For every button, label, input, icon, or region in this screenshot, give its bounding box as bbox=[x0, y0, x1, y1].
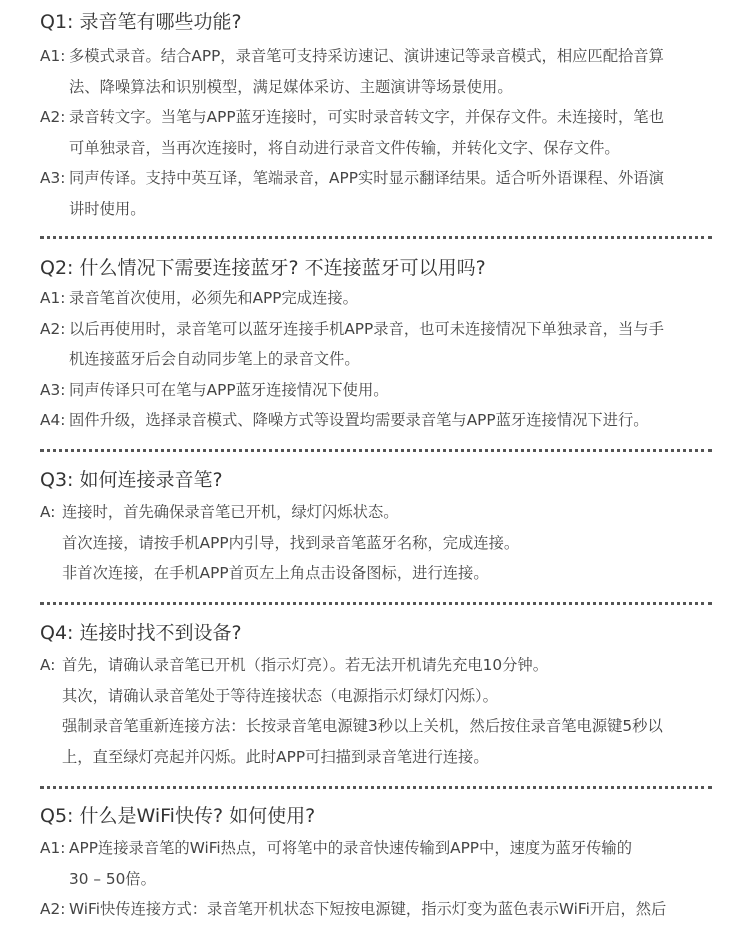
answer-line: 讲时使用。 bbox=[69, 199, 146, 218]
answer-continuation bbox=[40, 681, 663, 773]
answer-text bbox=[62, 650, 663, 681]
answer-a1 bbox=[40, 41, 664, 102]
answer-text bbox=[69, 894, 666, 925]
answer-a2 bbox=[40, 102, 664, 163]
answer-label: A2: bbox=[40, 900, 66, 918]
answer-line: APP连接录音笔的WiFi热点，可将笔中的录音快速传输到APP中，速度为蓝牙传输的 bbox=[69, 839, 633, 857]
question-heading: Q4: 连接时找不到设备? bbox=[40, 622, 242, 644]
dotted-divider bbox=[40, 449, 712, 452]
answer-label: A: bbox=[40, 503, 56, 521]
faq-section-q4 bbox=[0, 620, 699, 772]
answer-text bbox=[69, 375, 664, 406]
answer-line: 固件升级，选择录音模式、降噪方式等设置均需要录音笔与APP蓝牙连接情况下进行。 bbox=[69, 411, 649, 429]
answer-a bbox=[40, 497, 519, 528]
answer-a4 bbox=[40, 405, 664, 436]
answer-line: 连接时，首先确保录音笔已开机，绿灯闪烁状态。 bbox=[62, 503, 399, 521]
answer-text bbox=[69, 102, 664, 163]
answer-line: 强制录音笔重新连接方法：长按录音笔电源键3秒以上关机，然后按住录音笔电源键5秒以 bbox=[62, 717, 663, 735]
answer-label: A: bbox=[40, 656, 56, 674]
answer-a bbox=[40, 650, 663, 681]
answer-a3 bbox=[40, 375, 664, 406]
answer-label: A1: bbox=[40, 839, 66, 857]
answer-continuation bbox=[40, 528, 519, 589]
faq-section-q3 bbox=[0, 467, 555, 589]
answer-a1 bbox=[40, 283, 664, 314]
answer-line: 上，直至绿灯亮起并闪烁。此时APP可扫描到录音笔进行连接。 bbox=[62, 747, 489, 766]
answer-text bbox=[69, 41, 664, 102]
answer-label: A4: bbox=[40, 411, 66, 429]
dotted-divider bbox=[40, 602, 712, 605]
answer-text bbox=[62, 497, 519, 528]
answer-line: 录音笔首次使用，必须先和APP完成连接。 bbox=[69, 289, 358, 307]
dotted-divider bbox=[40, 786, 712, 789]
answer-line: 同声传译只可在笔与APP蓝牙连接情况下使用。 bbox=[69, 380, 389, 399]
answer-line: 首次连接，请按手机APP内引导，找到录音笔蓝牙名称，完成连接。 bbox=[62, 533, 520, 552]
answer-text bbox=[69, 314, 664, 375]
question-heading: Q2: 什么情况下需要连接蓝牙? 不连接蓝牙可以用吗? bbox=[40, 257, 486, 279]
question-heading: Q1: 录音笔有哪些功能? bbox=[40, 11, 242, 33]
answer-text bbox=[69, 283, 664, 314]
answer-line: 30 – 50倍。 bbox=[69, 869, 156, 888]
answer-text bbox=[69, 833, 666, 894]
answer-line: 可单独录音，当再次连接时，将自动进行录音文件传输，并转化文字、保存文件。 bbox=[69, 138, 620, 157]
answer-label: A3: bbox=[40, 169, 66, 187]
answer-line: 非首次连接，在手机APP首页左上角点击设备图标，进行连接。 bbox=[62, 564, 489, 582]
answer-a1 bbox=[40, 833, 666, 894]
answer-line: 机连接蓝牙后会自动同步笔上的录音文件。 bbox=[69, 350, 360, 368]
answer-label: A1: bbox=[40, 289, 66, 307]
answer-line: 法、降噪算法和识别模型，满足媒体采访、主题演讲等场景使用。 bbox=[69, 77, 513, 96]
answer-line: 其次，请确认录音笔处于等待连接状态（电源指示灯绿灯闪烁）。 bbox=[62, 686, 498, 705]
answer-a2 bbox=[40, 894, 666, 925]
faq-section-q5 bbox=[0, 803, 702, 925]
answer-line: 录音转文字。当笔与APP蓝牙连接时，可实时录音转文字，并保存文件。未连接时，笔也 bbox=[69, 108, 664, 126]
answer-label: A3: bbox=[40, 380, 66, 399]
answer-label: A1: bbox=[40, 47, 66, 65]
answer-line: 多模式录音。结合APP，录音笔可支持采访速记、演讲速记等录音模式，相应匹配拾音算 bbox=[69, 47, 664, 65]
question-heading: Q5: 什么是WiFi快传? 如何使用? bbox=[40, 805, 316, 827]
answer-label: A2: bbox=[40, 319, 66, 338]
faq-section-q2 bbox=[0, 255, 700, 436]
question-heading: Q3: 如何连接录音笔? bbox=[40, 469, 223, 491]
dotted-divider bbox=[40, 236, 712, 239]
answer-text bbox=[69, 163, 664, 224]
answer-label: A2: bbox=[40, 108, 66, 126]
answer-line: 同声传译。支持中英互译，笔端录音，APP实时显示翻译结果。适合听外语课程、外语演 bbox=[69, 169, 664, 187]
answer-line: 以后再使用时，录音笔可以蓝牙连接手机APP录音，也可未连接情况下单独录音，当与手 bbox=[69, 319, 664, 338]
faq-section-q1 bbox=[0, 9, 700, 224]
answer-a2 bbox=[40, 314, 664, 375]
answer-text bbox=[69, 405, 664, 436]
answer-a3 bbox=[40, 163, 664, 224]
answer-line: 首先，请确认录音笔已开机（指示灯亮）。若无法开机请先充电10分钟。 bbox=[62, 656, 549, 674]
answer-line: WiFi快传连接方式：录音笔开机状态下短按电源键，指示灯变为蓝色表示WiFi开启，然后 bbox=[69, 900, 667, 918]
